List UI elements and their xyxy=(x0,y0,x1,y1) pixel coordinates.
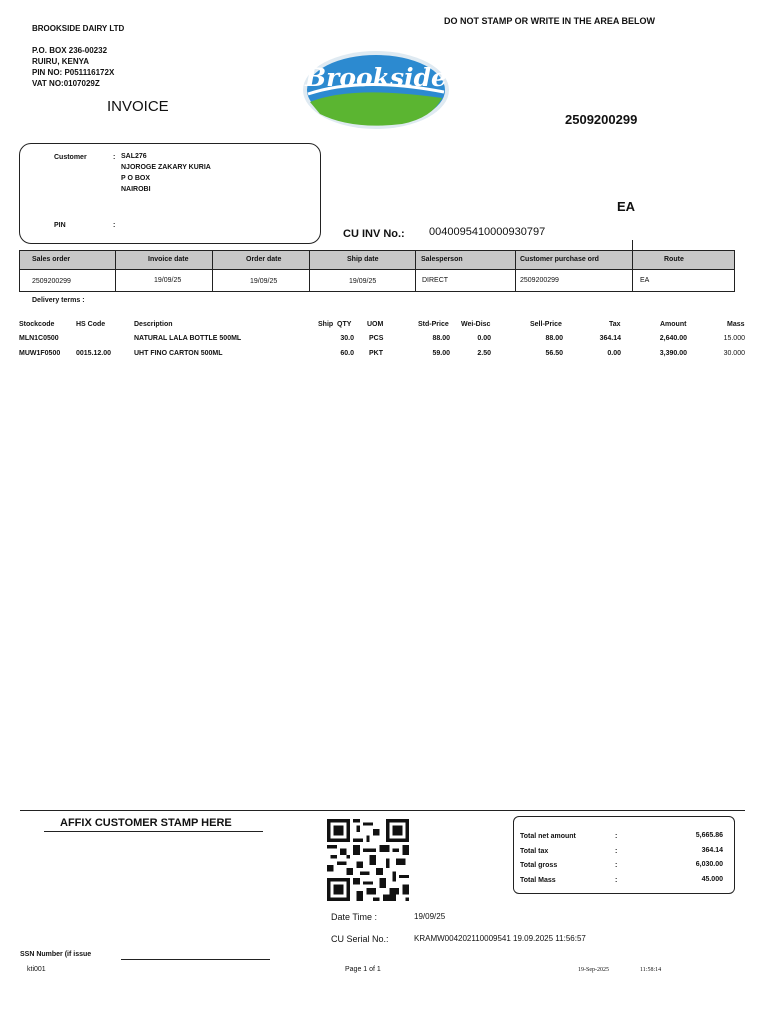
item-mass: 30.000 xyxy=(723,350,745,357)
stamp-underline xyxy=(44,831,263,832)
col-header-sales-order: Sales order xyxy=(32,256,71,263)
item-sell-price: 56.50 xyxy=(545,350,563,357)
total-tax-separator: : xyxy=(615,848,618,855)
col-header-sell-price: Sell-Price xyxy=(530,321,562,328)
route-value: EA xyxy=(640,277,650,284)
item-std-price: 59.00 xyxy=(432,350,450,357)
cu-serial-label: CU Serial No.: xyxy=(331,934,389,944)
customer-name: NJOROGE ZAKARY KURIA xyxy=(121,164,211,171)
qr-code xyxy=(327,819,409,901)
item-uom: PCS xyxy=(369,335,384,342)
date-time-label: Date Time : xyxy=(331,912,378,922)
customer-po-value: 2509200299 xyxy=(520,277,559,284)
total-net-label: Total net amount xyxy=(520,833,576,840)
col-header-route: Route xyxy=(664,256,684,263)
item-amount: 3,390.00 xyxy=(659,350,687,357)
col-header-mass: Mass xyxy=(727,321,745,328)
col-header-salesperson: Salesperson xyxy=(421,256,463,263)
col-header-description: Description xyxy=(134,321,173,328)
cu-inv-number: 0040095410000930797 xyxy=(429,226,546,238)
company-address-line: RUIRU, KENYA xyxy=(32,57,90,66)
item-description: NATURAL LALA BOTTLE 500ML xyxy=(134,335,242,342)
col-header-order-date: Order date xyxy=(246,256,282,263)
invoice-number: 2509200299 xyxy=(565,112,638,127)
print-date: 19-Sep-2025 xyxy=(578,967,609,973)
item-qty: 30.0 xyxy=(340,335,354,342)
col-header-amount: Amount xyxy=(660,321,687,328)
customer-pin-label: PIN xyxy=(54,222,66,229)
company-name: BROOKSIDE DAIRY LTD xyxy=(32,24,125,33)
brookside-logo xyxy=(302,50,450,130)
total-mass-label: Total Mass xyxy=(520,877,556,884)
item-qty: 60.0 xyxy=(340,350,354,357)
date-time-value: 19/09/25 xyxy=(414,912,446,921)
total-net-separator: : xyxy=(615,833,618,840)
order-info-table xyxy=(19,250,735,292)
col-header-disc: Wei-Disc xyxy=(461,321,491,328)
item-disc: 2.50 xyxy=(477,350,491,357)
company-vat: VAT NO:0107029Z xyxy=(32,79,100,88)
route-code: EA xyxy=(617,199,636,214)
total-mass-separator: : xyxy=(615,877,618,884)
sales-order-value: 2509200299 xyxy=(32,278,71,285)
customer-city: NAIROBI xyxy=(121,186,151,193)
logo-wordmark: Brookside xyxy=(305,63,447,92)
item-hs-code: 0015.12.00 xyxy=(76,350,112,357)
salesperson-value: DIRECT xyxy=(422,277,449,284)
delivery-terms-label: Delivery terms : xyxy=(32,297,85,304)
divider xyxy=(632,240,633,250)
col-header-ship-date: Ship date xyxy=(347,256,379,263)
invoice-date-value: 19/09/25 xyxy=(154,277,182,284)
col-header-std-price: Std-Price xyxy=(418,321,449,328)
total-net-value: 5,665.86 xyxy=(695,832,723,839)
item-stockcode: MLN1C0500 xyxy=(19,335,59,342)
col-header-tax: Tax xyxy=(609,321,621,328)
total-tax-value: 364.14 xyxy=(701,847,723,854)
total-gross-label: Total gross xyxy=(520,862,558,869)
no-stamp-notice: DO NOT STAMP OR WRITE IN THE AREA BELOW xyxy=(444,16,655,26)
item-tax: 0.00 xyxy=(607,350,621,357)
customer-address: P O BOX xyxy=(121,175,151,182)
total-mass-value: 45.000 xyxy=(701,876,723,883)
item-description: UHT FINO CARTON 500ML xyxy=(134,350,223,357)
item-uom: PKT xyxy=(369,350,383,357)
stamp-label: AFFIX CUSTOMER STAMP HERE xyxy=(60,817,232,829)
item-tax: 364.14 xyxy=(599,335,621,342)
col-header-hs-code: HS Code xyxy=(76,321,106,328)
ssn-label: SSN Number (if issue xyxy=(20,951,92,958)
customer-code: SAL276 xyxy=(121,153,147,160)
col-header-customer-po: Customer purchase ord xyxy=(520,256,599,263)
invoice-title: INVOICE xyxy=(107,98,169,115)
customer-separator: : xyxy=(113,154,116,161)
col-header-ship: Ship xyxy=(318,321,334,328)
page-number: Page 1 of 1 xyxy=(345,966,381,973)
company-pin: PIN NO: P051116172X xyxy=(32,68,115,77)
total-gross-value: 6,030.00 xyxy=(695,861,723,868)
print-time: 11:58:14 xyxy=(640,967,662,973)
printed-by-user: kti001 xyxy=(27,966,46,973)
item-mass: 15.000 xyxy=(723,335,745,342)
total-gross-separator: : xyxy=(615,862,618,869)
footer-divider xyxy=(20,810,745,811)
cu-serial-value: KRAMW004202110009541 19.09.2025 11:56:57 xyxy=(414,934,586,943)
item-amount: 2,640.00 xyxy=(659,335,687,342)
customer-pin-separator: : xyxy=(113,222,116,229)
col-header-stockcode: Stockcode xyxy=(19,321,55,328)
order-date-value: 19/09/25 xyxy=(250,278,278,285)
col-header-uom: UOM xyxy=(367,321,384,328)
company-address-line: P.O. BOX 236-00232 xyxy=(32,46,108,55)
cu-inv-label: CU INV No.: xyxy=(343,228,405,240)
item-std-price: 88.00 xyxy=(432,335,450,342)
total-tax-label: Total tax xyxy=(520,848,549,855)
item-sell-price: 88.00 xyxy=(545,335,563,342)
ssn-line xyxy=(121,959,270,960)
customer-label: Customer xyxy=(54,154,87,161)
col-header-qty: QTY xyxy=(337,321,352,328)
ship-date-value: 19/09/25 xyxy=(349,278,377,285)
col-header-invoice-date: Invoice date xyxy=(148,256,189,263)
item-disc: 0.00 xyxy=(477,335,491,342)
item-stockcode: MUW1F0500 xyxy=(19,350,61,357)
